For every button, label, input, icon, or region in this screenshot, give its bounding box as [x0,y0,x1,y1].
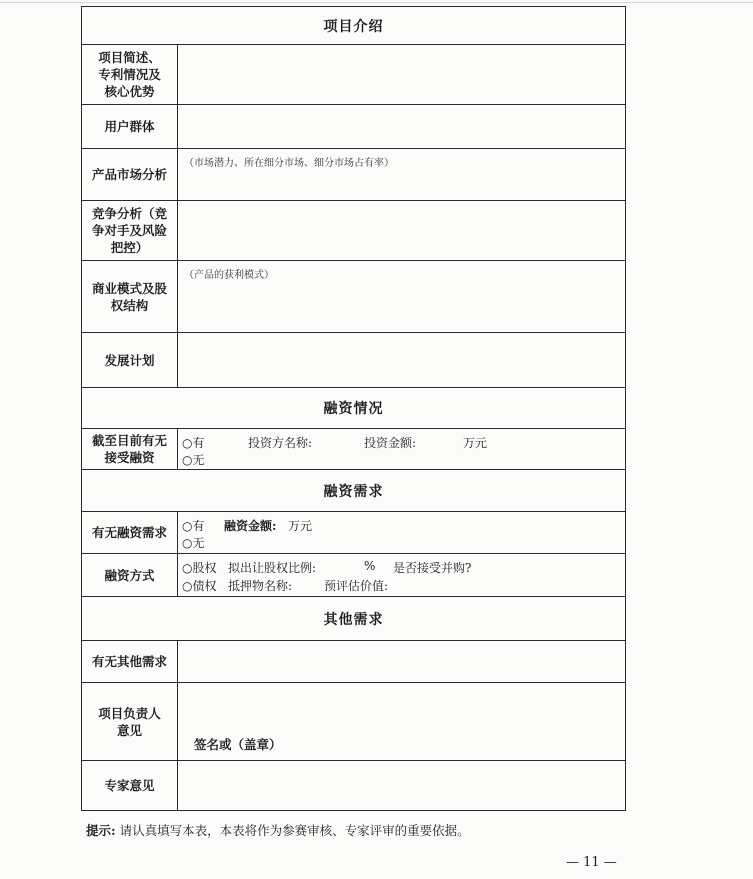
radio-equity[interactable]: ○股权 [182,561,217,575]
row-financing-received [82,428,625,469]
label-accept-merger: 是否接受并购? [393,561,472,575]
row-expert-opinion [82,760,625,810]
row-dev-plan [82,332,625,387]
label-leader-opinion: 项目负责人意见 [82,683,178,760]
field-leader-opinion[interactable] [178,683,625,760]
radio-financing-received-no[interactable]: ○无 [182,453,205,467]
label-invest-amount: 投资金额: [364,436,417,450]
section-project-intro [82,7,625,44]
row-financing-method [82,553,625,596]
section-title-other-needs: 其他需求 [323,611,384,628]
label-financing-received: 截至目前有无接受融资 [82,429,178,469]
label-pre-valuation: 预评估价值: [324,579,389,593]
label-market-analysis: 产品市场分析 [82,149,178,200]
field-user-group[interactable] [178,105,625,148]
signature-label: 签名或（盖章） [194,737,282,752]
row-leader-opinion [82,682,625,760]
section-financing-status [82,387,625,428]
hint-business-model: （产品的获利模式） [184,270,274,281]
field-financing-received [178,429,625,469]
row-project-description [82,44,625,104]
row-other-need [82,640,625,682]
field-dev-plan[interactable] [178,333,625,387]
section-financing-needs [82,469,625,511]
radio-need-financing-no[interactable]: ○无 [182,536,205,550]
field-project-description[interactable] [178,45,625,104]
label-financing-amount: 融资金额: [224,519,277,533]
label-other-need: 有无其他需求 [82,641,178,682]
label-equity-ratio: 拟出让股权比例: [228,561,317,575]
label-business-model: 商业模式及股权结构 [82,261,178,332]
section-title-financing-needs: 融资需求 [323,483,384,500]
row-competition [82,200,625,260]
label-investor-name: 投资方名称: [248,436,313,450]
hint-market-analysis: （市场潜力、所在细分市场、细分市场占有率） [184,158,394,169]
row-need-financing [82,511,625,553]
label-expert-opinion: 专家意见 [82,761,178,810]
scan-edge-line [0,2,753,3]
row-business-model [82,260,625,332]
page-number: — 11 — [566,855,617,870]
footer-note-text: 请认真填写本表，本表将作为参赛审核、专家评审的重要依据。 [119,823,470,838]
label-financing-method: 融资方式 [82,554,178,596]
radio-financing-received-yes[interactable]: ○有 [182,436,205,450]
field-business-model[interactable] [178,261,625,332]
label-dev-plan: 发展计划 [82,333,178,387]
project-form-table [81,6,626,811]
label-collateral-name: 抵押物名称: [228,579,293,593]
field-expert-opinion[interactable] [178,761,625,810]
section-title-project-intro: 项目介绍 [323,18,384,35]
radio-debt[interactable]: ○债权 [182,579,217,593]
field-need-financing [178,512,625,553]
field-other-need[interactable] [178,641,625,682]
label-project-description: 项目简述、专利情况及核心优势 [82,45,178,104]
label-user-group: 用户群体 [82,105,178,148]
label-financing-unit: 万元 [288,519,313,533]
label-competition: 竞争分析（竞争对手及风险把控） [82,201,178,260]
field-competition[interactable] [178,201,625,260]
footer-note-prefix: 提示: [86,823,116,838]
section-other-needs [82,596,625,640]
field-market-analysis[interactable] [178,149,625,200]
radio-need-financing-yes[interactable]: ○有 [182,519,205,533]
field-financing-method [178,554,625,596]
label-need-financing: 有无融资需求 [82,512,178,553]
footer-note [86,821,470,839]
row-market-analysis [82,148,625,200]
section-title-financing-status: 融资情况 [323,401,384,417]
label-invest-unit: 万元 [463,436,488,450]
label-equity-percent: % [364,559,376,573]
row-user-group [82,104,625,148]
